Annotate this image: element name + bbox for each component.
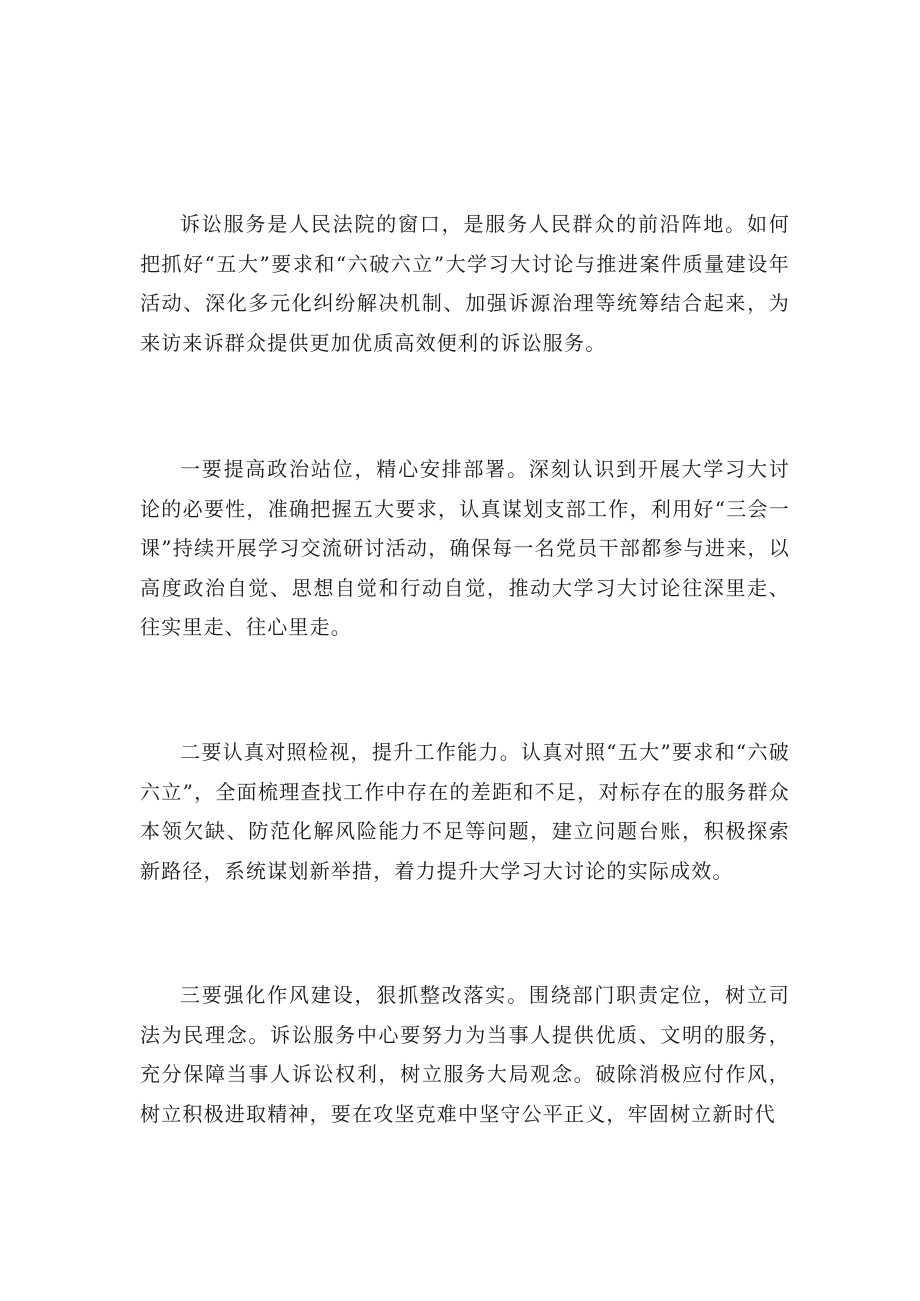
paragraph-intro: 诉讼服务是人民法院的窗口，是服务人民群众的前沿阵地。如何把抓好“五大”要求和“六破六立”大学习大讨论与推进案件质量建设年活动、深化多元化纠纷解决机制、加强诉源治理等统筹结合起来，为来访来诉群众提供更加优质高效便利的诉讼服务。 [140, 212, 790, 355]
paragraph-point-one: 一要提高政治站位，精心安排部署。深刻认识到开展大学习大讨论的必要性，准确把握五大要求，认真谋划支部工作，利用好“三会一课”持续开展学习交流研讨活动，确保每一名党员干部都参与进来，以高度政治自觉、思想自觉和行动自觉，推动大学习大讨论往深里走、往实里走、往心里走。 [140, 457, 790, 639]
paragraph-point-three: 三要强化作风建设，狠抓整改落实。围绕部门职责定位，树立司法为民理念。诉讼服务中心要努力为当事人提供优质、文明的服务，充分保障当事人诉讼权利，树立服务大局观念。破除消极应付作风，树立积极进取精神，要在攻坚克难中坚守公平正义，牢固树立新时代 [140, 983, 790, 1126]
paragraph-point-two: 二要认真对照检视，提升工作能力。认真对照“五大”要求和“六破六立”，全面梳理查找工作中存在的差距和不足，对标存在的服务群众本领欠缺、防范化解风险能力不足等问题，建立问题台账，积极探索新路径，系统谋划新举措，着力提升大学习大讨论的实际成效。 [140, 740, 790, 883]
